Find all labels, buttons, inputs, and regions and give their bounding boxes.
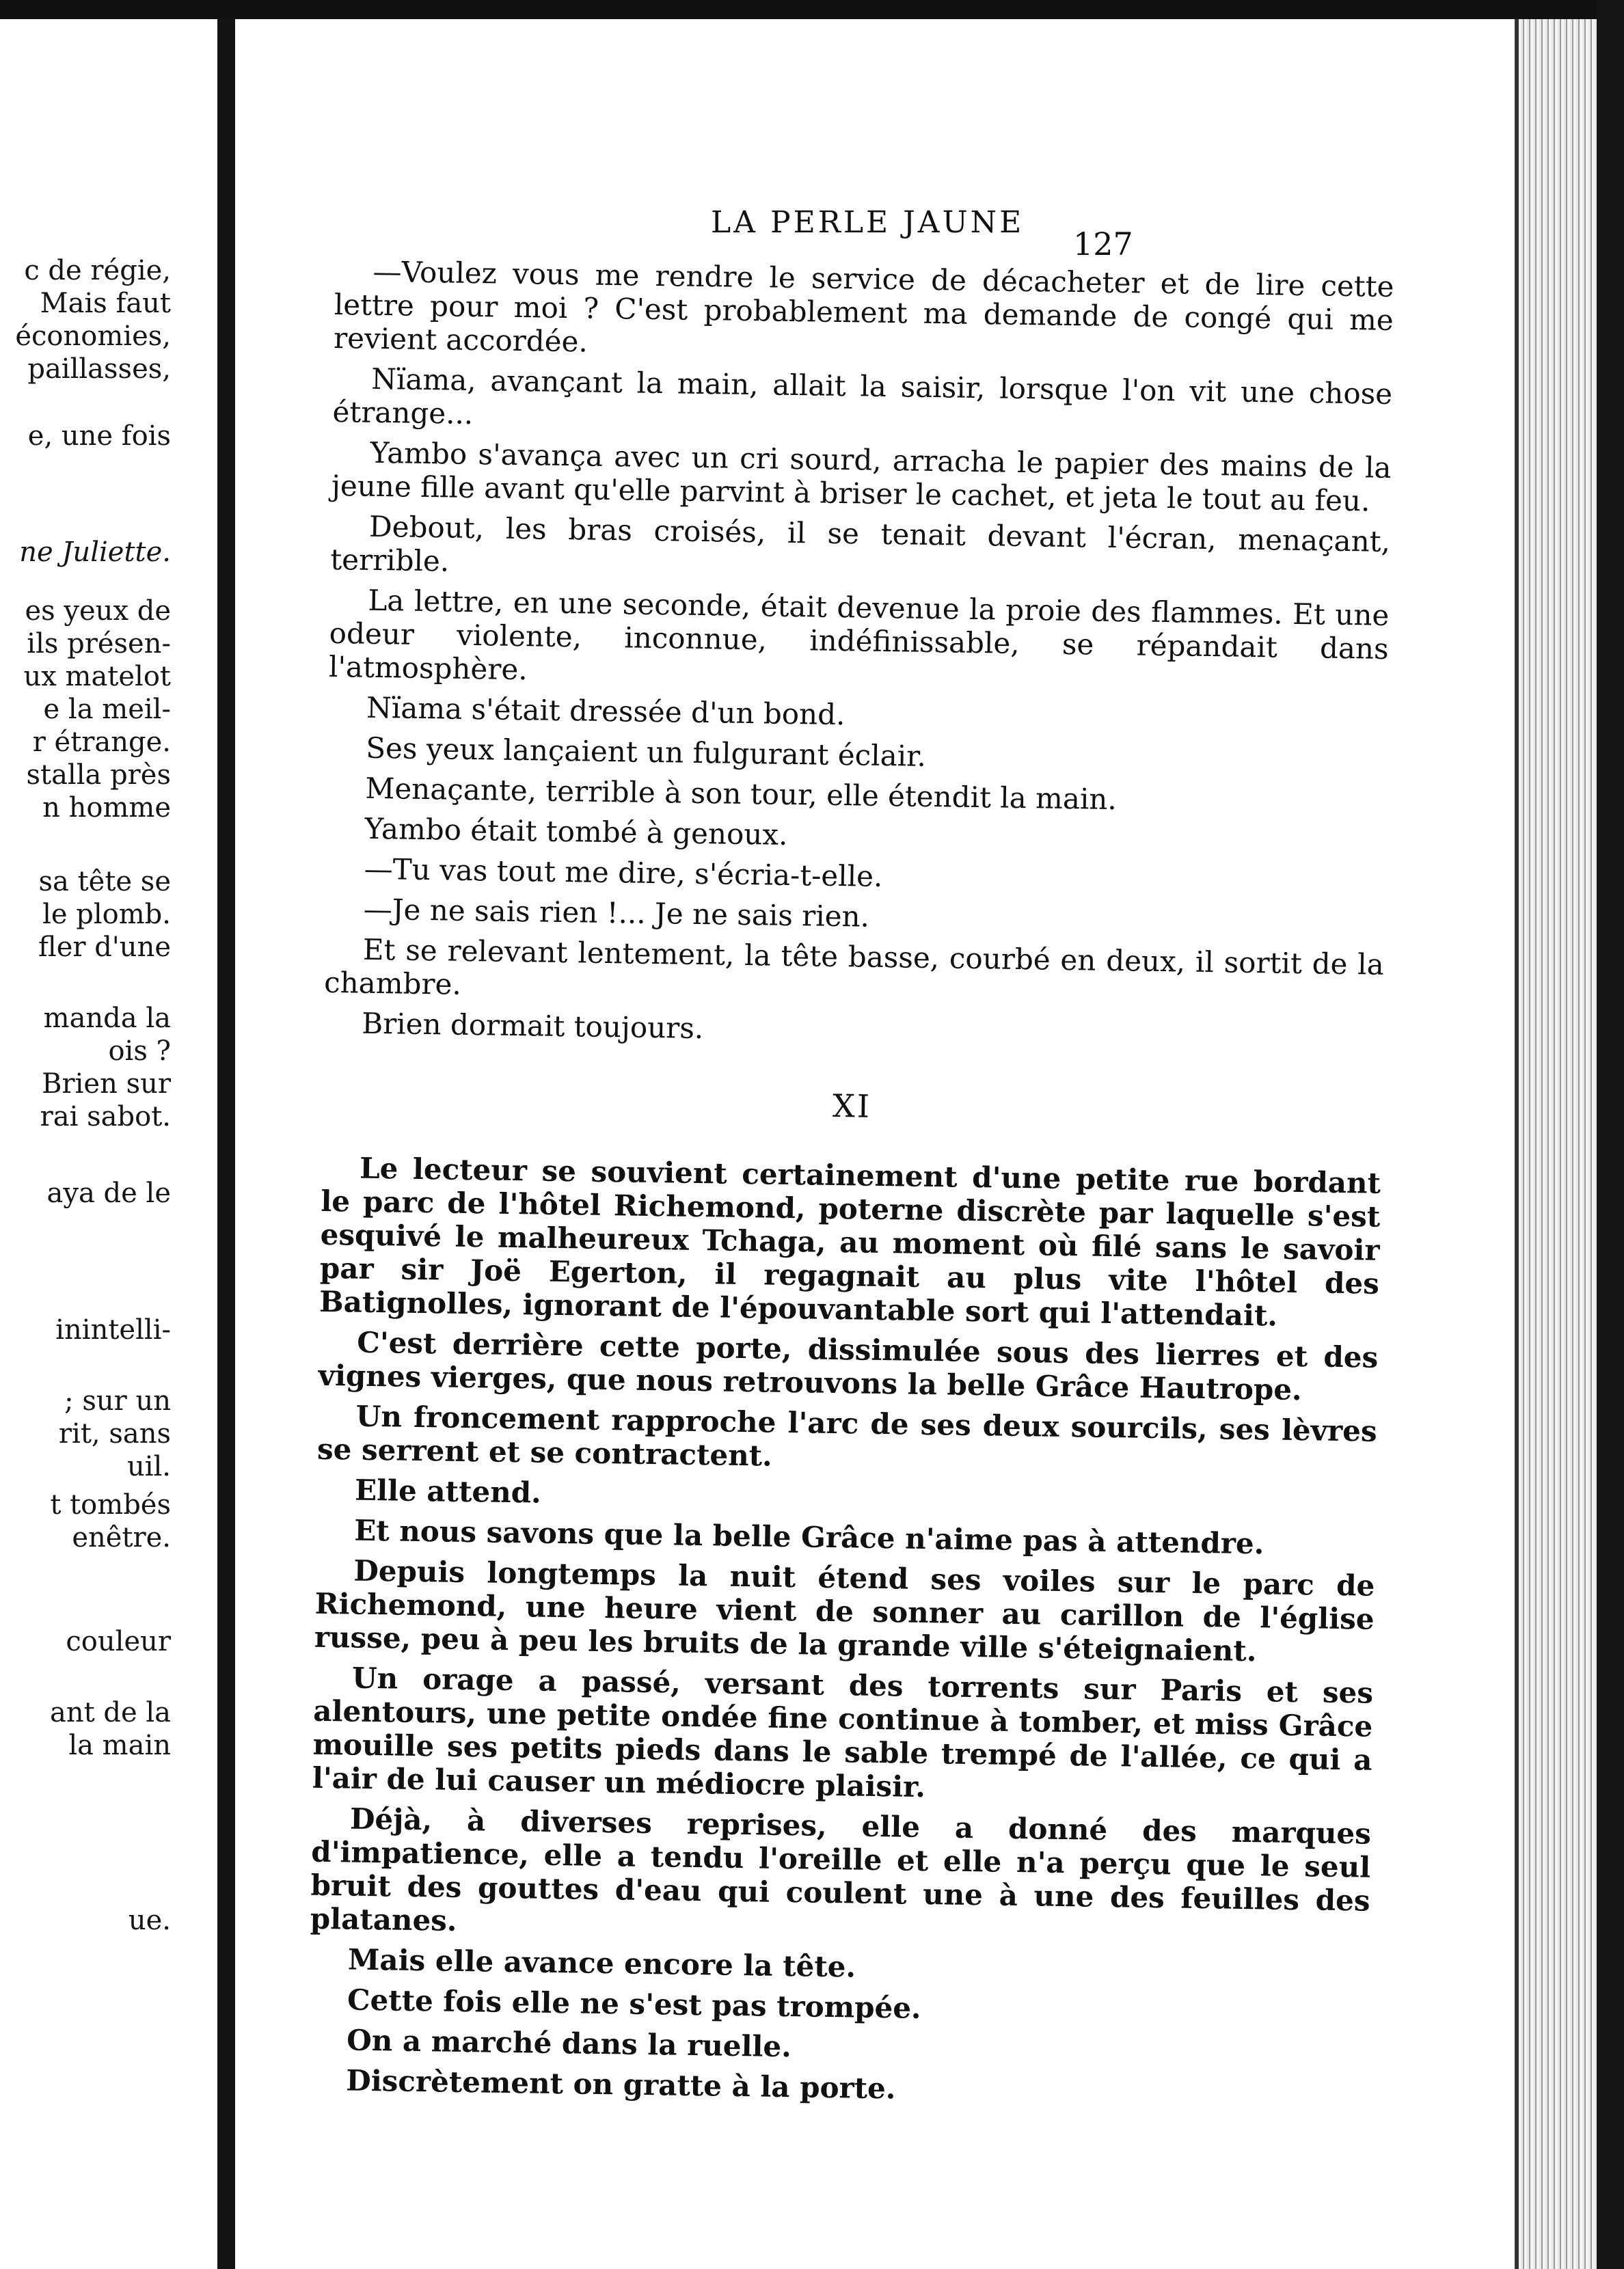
left-page-line: rai sabot. — [40, 1101, 171, 1132]
left-page-line: e la meil- — [43, 694, 171, 725]
left-page-line: sa tête se — [38, 866, 171, 897]
page-body — [308, 254, 1394, 2112]
left-page-line: ; sur un — [64, 1385, 171, 1417]
paragraph: Et nous savons que la belle Grâce n'aime pas à attendre. — [353, 1513, 1264, 1561]
chapter-heading: XI — [832, 1087, 872, 1125]
left-page-line: stalla près — [26, 759, 171, 791]
left-page-line: uil. — [126, 1451, 171, 1482]
paragraph: Nïama s'était dressée d'un bond. — [366, 690, 845, 732]
paragraph: Menaçante, terrible à son tour, elle étendit la main. — [365, 771, 1118, 817]
left-page-line: ils présen- — [27, 628, 171, 660]
upper-section — [323, 254, 1394, 1055]
paragraph: —Tu vas tout me dire, s'écria-t-elle. — [364, 852, 883, 893]
left-page-line: économies, — [15, 321, 171, 352]
left-page-line: ant de la — [49, 1697, 171, 1728]
paragraph: —Voulez vous me rendre le service de décacheter et de lire cette lettre pour moi ? C'est probablement ma demande de congé qui me revient accordée. — [333, 254, 1394, 359]
left-page-line: Brien sur — [42, 1068, 171, 1100]
paragraph: Déjà, à diverses reprises, elle a donné des marques d'impatience, elle a tendu l'oreille et elle n'a perçu que le seul bruit des gouttes d'eau qui coulent une à une des feuilles des platanes. — [310, 1802, 1372, 1938]
paragraph: C'est derrière cette porte, dissimulée sous des lierres et des vignes vierges, que nous retrouvons la belle Grâce Hautrope. — [318, 1325, 1379, 1407]
left-page-line: le plomb. — [42, 899, 171, 930]
paragraph: Elle attend. — [354, 1473, 542, 1510]
book-gutter — [217, 19, 235, 2269]
left-page-line: es yeux de — [25, 595, 171, 627]
left-page-line: paillasses, — [27, 353, 171, 385]
paragraph: Depuis longtemps la nuit étend ses voiles sur le parc de Richemond, une heure vient de sonner au carillon de l'église russe, peu à peu les bruits de la grande ville s'éteignaient. — [314, 1553, 1375, 1668]
left-page-line: n homme — [42, 792, 171, 824]
left-page-line: ue. — [128, 1905, 171, 1936]
paragraph: Un froncement rapproche l'arc de ses deux sourcils, ses lèvres se serrent et se contractent. — [316, 1399, 1377, 1473]
scan-right-edge — [1597, 0, 1624, 2269]
left-page-line: Mais faut — [40, 288, 171, 319]
paragraph: Nïama, avançant la main, allait la saisir, lorsque l'on vit une chose étrange... — [332, 362, 1393, 431]
page-number: 127 — [1073, 226, 1133, 262]
running-head: LA PERLE JAUNE — [711, 205, 1025, 240]
left-page-line: enêtre. — [72, 1522, 171, 1553]
book-page-edges — [1515, 19, 1597, 2269]
left-page-line: r étrange. — [32, 726, 171, 758]
paragraph: On a marché dans la ruelle. — [346, 2023, 792, 2064]
paragraph: Yambo était tombé à genoux. — [364, 811, 788, 852]
left-page-line: e, une fois — [27, 420, 171, 452]
left-page-line: ux matelot — [23, 661, 171, 692]
paragraph: Brien dormait toujours. — [361, 1006, 704, 1046]
left-page-line: rit, sans — [58, 1418, 171, 1450]
left-page-line: aya de le — [46, 1178, 171, 1209]
scan-top-edge — [0, 0, 1624, 19]
paragraph: Discrètement on gratte à la porte. — [345, 2063, 896, 2106]
paragraph: Ses yeux lançaient un fulgurant éclair. — [365, 731, 927, 773]
paragraph: —Je ne sais rien !... Je ne sais rien. — [363, 892, 870, 934]
left-page-line: manda la — [43, 1003, 171, 1034]
paragraph: Le lecteur se souvient certainement d'une petite rue bordant le parc de l'hôtel Richemond, poterne discrète par laquelle s'est esquivé le malheureux Tchaga, au moment où filé sans le savoir par sir Joë Egerton, il regagnait au plus vite l'hôtel des Batignolles, ignorant de l'épouvantable sort qui l'attendait. — [319, 1151, 1381, 1333]
left-page-line: t tombés — [50, 1489, 171, 1521]
left-page-line: ois ? — [108, 1035, 171, 1067]
left-page-line: la main — [68, 1730, 171, 1761]
paragraph: Mais elle avance encore la tête. — [347, 1942, 856, 1984]
left-page-line: c de régie, — [24, 255, 171, 286]
left-page-line: ne Juliette. — [19, 536, 171, 568]
left-page-line: fler d'une — [38, 932, 171, 963]
paragraph: Un orage a passé, versant des torrents sur Paris et ses alentours, une petite ondée fine continue à tomber, et miss Grâce mouille ses petits pieds dans le sable trempé de l'allée, ce qui a l'air de lui causer un médiocre plaisir. — [312, 1661, 1374, 1804]
previous-page-fragment — [0, 0, 212, 2269]
paragraph: Cette fois elle ne s'est pas trompée. — [347, 1983, 922, 2026]
paragraph: Yambo s'avança avec un cri sourd, arracha le papier des mains de la jeune fille avant qu'elle parvint à briser le cachet, et jeta le tout au feu. — [331, 435, 1392, 518]
paragraph: La lettre, en une seconde, était devenue la proie des flammes. Et une odeur violente, inconnue, indéfinissable, se répandait dans l'atmosphère. — [328, 583, 1390, 687]
left-page-line: inintelli- — [55, 1314, 171, 1346]
paragraph: Debout, les bras croisés, il se tenait devant l'écran, menaçant, terrible. — [330, 509, 1391, 578]
lower-section — [308, 1151, 1381, 2112]
paragraph: Et se relevant lentement, la tête basse, courbé en deux, il sortit de la chambre. — [323, 932, 1385, 1001]
left-page-line: couleur — [66, 1626, 171, 1657]
